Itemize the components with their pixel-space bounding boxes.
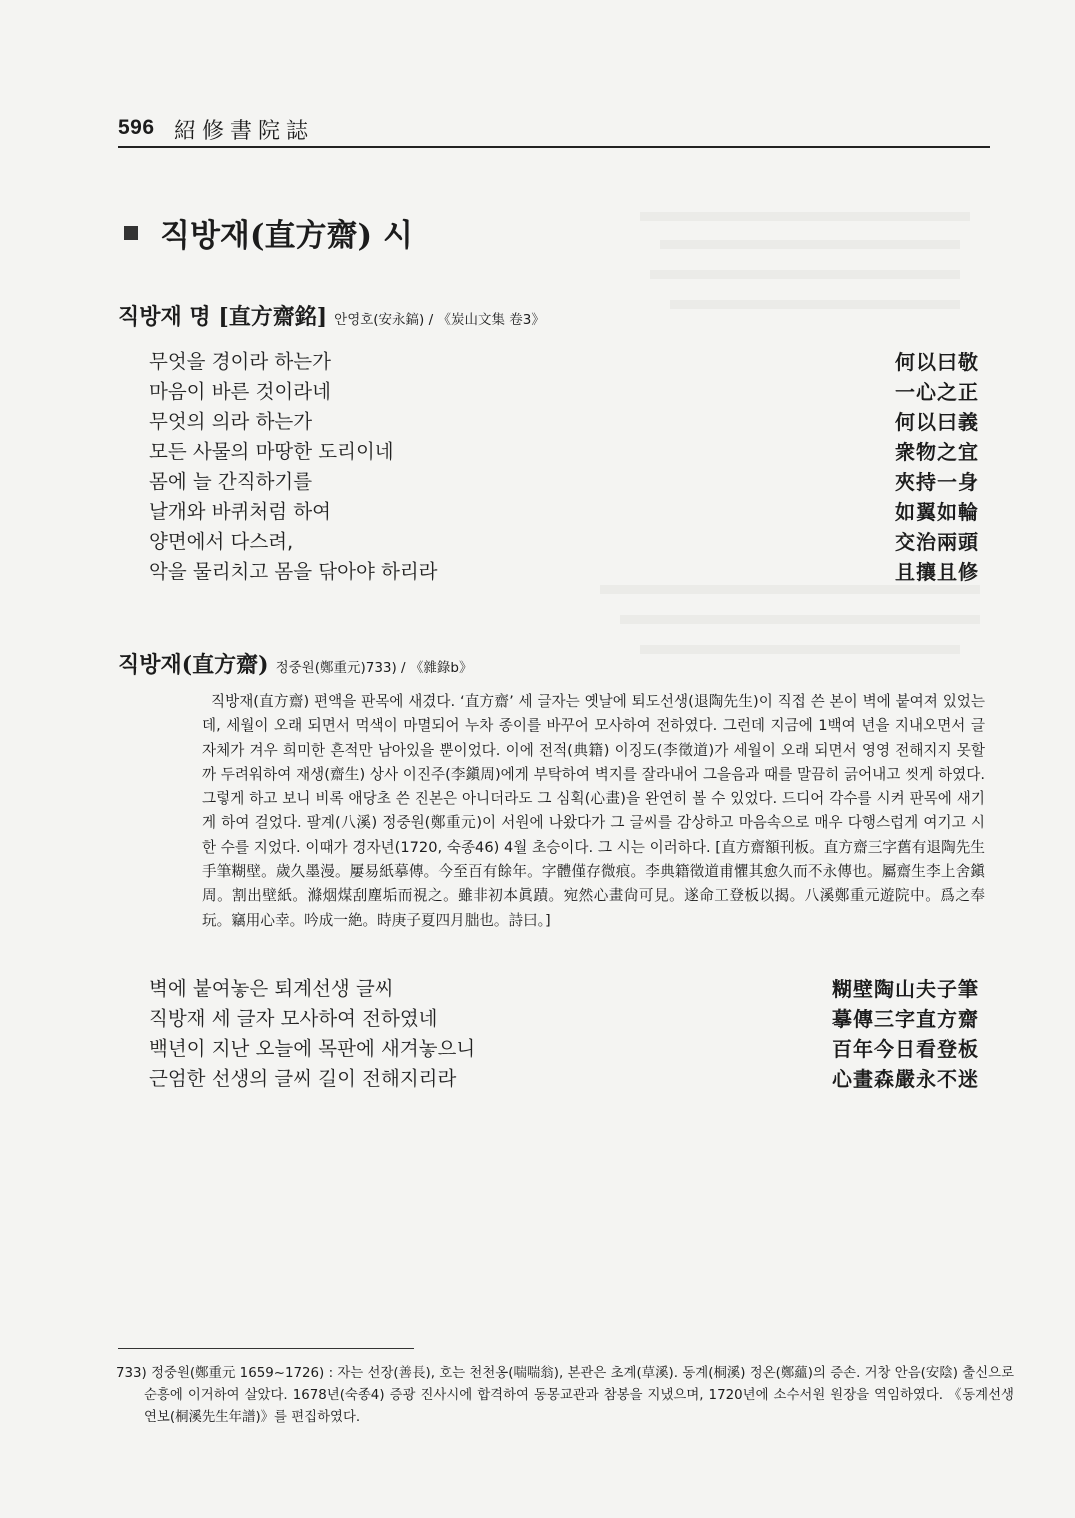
poem-line (149, 436, 979, 466)
poem-line-hanja: 如翼如輪 (895, 500, 979, 524)
footnote-divider (118, 1348, 414, 1349)
page-header (118, 112, 990, 148)
poem-line-hanja: 交治兩頭 (895, 530, 979, 554)
poem-line-hanja: 且攘且修 (895, 560, 979, 584)
poem-line-korean: 근엄한 선생의 글씨 길이 전해지리라 (149, 1067, 457, 1090)
poem-line-korean: 벽에 붙여놓은 퇴계선생 글씨 (149, 977, 394, 1000)
poem-line-korean: 직방재 세 글자 모사하여 전하였네 (149, 1007, 438, 1030)
poem-line (149, 1033, 979, 1063)
poem-line-korean: 모든 사물의 마땅한 도리이네 (149, 440, 394, 463)
poem-line-hanja: 摹傳三字直方齋 (832, 1007, 979, 1031)
poem-line (149, 973, 979, 1003)
poem2-preface: 직방재(直方齋) 편액을 판목에 새겼다. ‘直方齋’ 세 글자는 옛날에 퇴도선생(退陶先生)이 직접 쓴 본이 벽에 붙여져 있었는데, 세월이 오래 되면서 먹색이 마멸되어 누차 종이를 바꾸어 모사하여 전하였다. 그런데 지금에 1백여 년을 지내오면서 글자체가 겨우 희미한 흔적만 남아있을 뿐이었다. 이에 전적(典籍) 이징도(李徵道)가 세월이 오래 되면서 영영 전해지지 못할까 두려워하여 재생(齋生) 상사 이진주(李鎭周)에게 부탁하여 벽지를 잘라내어 그을음과 때를 말끔히 긁어내고 씻게 하였다. 그렇게 하고 보니 비록 애당초 쓴 진본은 아니더라도 그 심획(心畫)을 완연히 볼 수 있었다. 드디어 각수를 시켜 판목에 새기게 하여 걸었다. 팔계(八溪) 정중원(鄭重元)이 서원에 나왔다가 그 글씨를 감상하고 마음속으로 매우 다행스럽게 여기고 시 한 수를 지었다. 이때가 경자년(1720, 숙종46) 4월 초승이다. 그 시는 이러하다. [直方齋額刊板。直方齋三字舊有退陶先生手筆糊壁。歲久墨漫。屢易紙摹傳。今至百有餘年。字體僅存微痕。李典籍徵道甫懼其愈久而不永傳也。屬齋生李上舍鎭周。割出壁紙。滌烟煤刮塵垢而視之。雖非初本眞蹟。宛然心畫尙可見。遂命工登板以揭。八溪鄭重元遊院中。爲之奉玩。竊用心幸。吟成一絶。時庚子夏四月朏也。詩曰。] (202, 693, 985, 929)
poem-line (149, 1003, 979, 1033)
section-title-text: 직방재(直方齋) 시 (160, 218, 413, 254)
book-title: 紹修書院誌 (174, 119, 315, 144)
poem-line-hanja: 一心之正 (895, 380, 979, 404)
footnote: 733) 정중원(鄭重元 1659~1726) : 자는 선장(善長), 호는 천천옹(喘喘翁), 본관은 초계(草溪). 동계(桐溪) 정온(鄭蘊)의 증손. 거창 안음(安陰) 출신으로 순흥에 이거하여 살았다. 1678년(숙종4) 증광 진사시에 합격하여 동몽교관과 참봉을 지냈으며, 1720년에 소수서원 원장을 역임하였다. 《동계선생연보(桐溪先生年譜)》를 편집하였다. (116, 1366, 1015, 1425)
poem-line-hanja: 何以曰義 (895, 410, 979, 434)
poem1-source: 안영호(安永鎬) / 《炭山文集 卷3》 (334, 312, 545, 328)
poem-line (149, 1063, 979, 1093)
poem-line-korean: 몸에 늘 간직하기를 (149, 470, 313, 493)
poem2-source: 정중원(鄭重元)733) / 《雜錄b》 (275, 660, 473, 676)
poem-line-korean: 백년이 지난 오늘에 목판에 새겨놓으니 (149, 1037, 476, 1060)
poem2-heading (118, 648, 472, 679)
poem-line (149, 406, 979, 436)
poem-line (149, 556, 979, 586)
square-bullet-icon (124, 226, 138, 240)
section-title (124, 210, 413, 255)
poem1-heading (118, 300, 545, 331)
poem-line-korean: 마음이 바른 것이라네 (149, 380, 331, 403)
poem-line-hanja: 心畫森嚴永不迷 (832, 1067, 979, 1091)
poem-line-hanja: 衆物之宜 (895, 440, 979, 464)
poem2-body (149, 973, 979, 1093)
poem-line-korean: 날개와 바퀴처럼 하여 (149, 500, 331, 523)
poem-line-hanja: 百年今日看登板 (832, 1037, 979, 1061)
poem-line (149, 466, 979, 496)
poem-line (149, 376, 979, 406)
poem-line-hanja: 糊壁陶山夫子筆 (832, 977, 979, 1001)
poem-line-hanja: 何以曰敬 (895, 350, 979, 374)
poem-line-korean: 양면에서 다스려, (149, 530, 294, 553)
poem-line (149, 526, 979, 556)
poem2-title: 직방재(直方齋) (118, 652, 269, 678)
poem-line-hanja: 夾持一身 (895, 470, 979, 494)
poem-line-korean: 무엇의 의라 하는가 (149, 410, 313, 433)
poem1-title: 직방재 명 [直方齋銘] (118, 304, 328, 330)
poem-line-korean: 악을 물리치고 몸을 닦아야 하리라 (149, 560, 438, 583)
page-number: 596 (118, 116, 155, 139)
poem-line (149, 496, 979, 526)
poem1-body (149, 346, 979, 586)
poem-line-korean: 무엇을 경이라 하는가 (149, 350, 331, 373)
poem-line (149, 346, 979, 376)
